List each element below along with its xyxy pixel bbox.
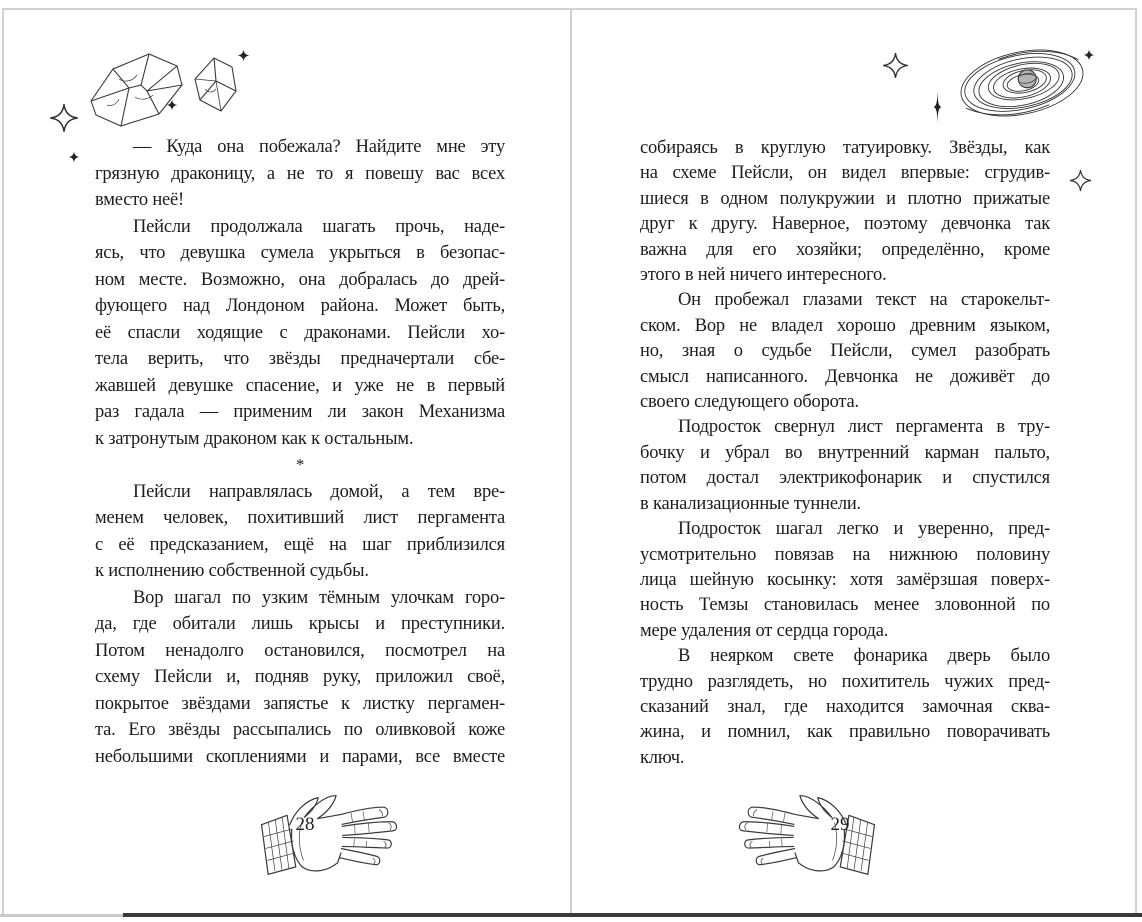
page-text <box>640 136 1050 771</box>
sparkle-icon <box>1069 169 1092 192</box>
text-line: лица шейную косынку: хотя замёрзшая поверх- <box>640 569 1050 590</box>
text-line: ность Темзы становилась менее зловонной по <box>640 595 1050 616</box>
page-left[interactable] <box>4 8 570 914</box>
text-line: потом достал электрикофонарик и спустился <box>640 468 1050 489</box>
page-right[interactable] <box>572 8 1138 914</box>
bottom-edge-light <box>0 914 123 917</box>
text-line: к затронутым драконом как к остальным. <box>95 428 414 449</box>
text-line: усмотрительно повязав на нижнюю половину <box>640 544 1050 565</box>
text-line: тела верить, что звёзды предначертали сбе- <box>95 349 505 369</box>
text-line: грязную драконицу, а не то я повешу вас всех <box>95 163 505 184</box>
paragraph <box>640 644 1050 771</box>
paragraph <box>95 585 505 771</box>
page-number: 29 <box>830 814 850 835</box>
text-line: схему Пейсли и, подняв руку, приложил своё, <box>95 667 505 687</box>
text-line: шиеся в одном полукружии и плотно прижатые <box>640 188 1050 209</box>
text-line: Он пробежал глазами текст на старокельт- <box>678 290 1050 311</box>
page-text <box>95 134 505 770</box>
text-line: ном месте. Возможно, она добралась до дрей- <box>95 269 505 290</box>
text-line: та. Его звёзды рассыпались по оливковой коже <box>95 720 505 740</box>
text-line: её спасли ходящие с драконами. Пейсли хо- <box>95 322 505 343</box>
text-line: важна для его хозяйки; определённо, кроме <box>640 239 1050 260</box>
text-line: смысл написанного. Девчонка не доживёт до <box>640 366 1050 387</box>
text-line: В неярком свете фонарика дверь было <box>678 646 1050 667</box>
paragraph <box>640 288 1050 415</box>
text-line: да, где обитали лишь крысы и преступники. <box>95 614 505 634</box>
text-line: фующего над Лондоном района. Может быть, <box>95 296 505 316</box>
text-line: Подросток шагал легко и уверенно, пред- <box>678 519 1050 540</box>
text-line: раз гадала — применим ли закон Механизма <box>95 402 505 422</box>
text-line: сказаний знал, где находится замочная сква- <box>640 696 1050 717</box>
text-line: трудно разглядеть, но похититель чужих пред- <box>640 671 1050 692</box>
text-line: на схеме Пейсли, он видел впервые: сгрудив- <box>640 163 1050 184</box>
sparkle-icon <box>237 49 250 62</box>
text-line: бочку и убрал во внутренний карман пальто, <box>640 442 1050 463</box>
sparkle-icon <box>929 91 946 123</box>
section-separator: * <box>295 455 305 474</box>
text-line: покрытое звёздами запястье к листку пергамен- <box>95 693 505 714</box>
text-line: Потом ненадолго остановился, посмотрел на <box>95 640 505 661</box>
text-line: мере удаления от сердца города. <box>640 620 889 641</box>
text-line: с её предсказанием, ещё на шаг приблизился <box>95 534 505 555</box>
text-line: собираясь в круглую татуировку. Звёзды, как <box>640 138 1050 158</box>
text-line: друг к другу. Наверное, поэтому девчонка так <box>640 214 1050 235</box>
spiral-galaxy-illustration <box>952 36 1092 131</box>
text-line: ключ. <box>640 747 685 768</box>
text-line: вместо неё! <box>95 190 185 210</box>
text-line: ясь, что девушка сумела укрыться в безопас- <box>95 243 505 263</box>
text-line: — Куда она побежала? Найдите мне эту <box>133 137 505 157</box>
paragraph <box>95 214 505 453</box>
text-line: этого в ней ничего интересного. <box>640 265 887 286</box>
text-line: жавшей девушке спасение, и уже не в первый <box>95 375 505 396</box>
text-line: своего следующего оборота. <box>640 392 859 413</box>
paragraph <box>640 415 1050 517</box>
paragraph <box>95 134 505 214</box>
sparkle-icon <box>166 99 178 111</box>
text-line: Пейсли направлялась домой, а тем вре- <box>133 481 505 502</box>
hand-page-marker-illustration <box>256 783 406 881</box>
sparkle-icon <box>882 52 909 79</box>
text-line: Пейсли продолжала шагать прочь, наде- <box>133 216 505 237</box>
text-line: жина, и помнил, как правильно поворачивать <box>640 722 1050 743</box>
text-line: Вор шагал по узким тёмным улочкам горо- <box>133 587 505 608</box>
text-line: менем человек, похитивший лист пергамента <box>95 508 505 528</box>
crystals-illustration <box>83 45 243 135</box>
sparkle-icon <box>1083 49 1095 61</box>
paragraph <box>95 479 505 585</box>
text-line: небольшими скоплениями и парами, все вместе <box>95 746 505 767</box>
paragraph <box>640 136 1050 288</box>
text-line: к исполнению собственной судьбы. <box>95 561 369 581</box>
sparkle-icon <box>68 151 80 163</box>
text-line: в канализационные туннели. <box>640 493 861 514</box>
page-number: 28 <box>295 814 315 835</box>
paragraph <box>640 517 1050 644</box>
text-line: Подросток свернул лист пергамента в тру- <box>678 417 1050 438</box>
text-line: но, зная о судьбе Пейсли, сумел разобрать <box>640 341 1050 362</box>
text-line: ском. Вор не владел хорошо древним языком, <box>640 315 1050 336</box>
sparkle-icon <box>49 103 79 133</box>
